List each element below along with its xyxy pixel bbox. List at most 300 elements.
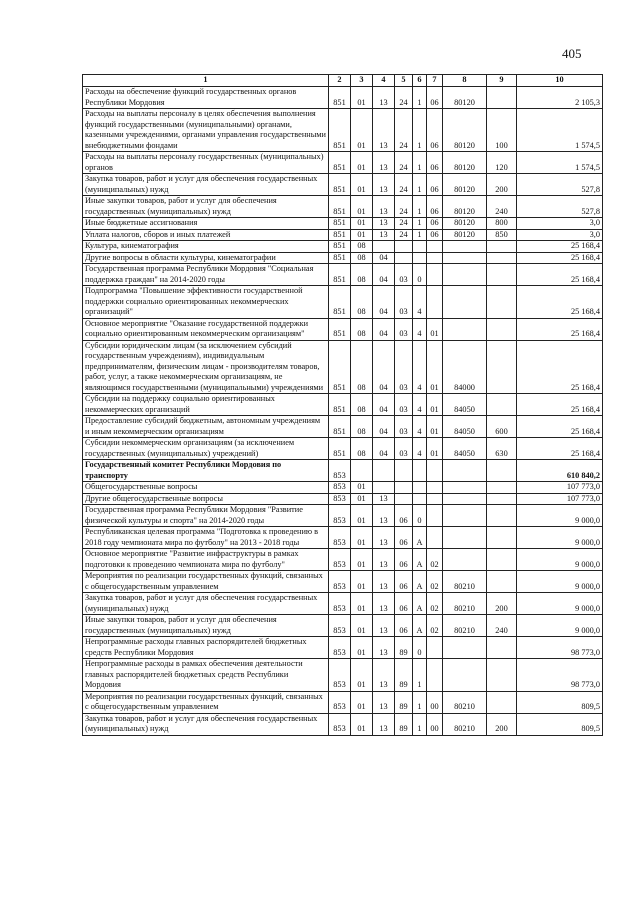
subprogram-code: А bbox=[413, 549, 427, 571]
expense-type-code: 800 bbox=[487, 218, 517, 230]
subsection-code: 13 bbox=[373, 713, 395, 735]
amount: 25 168,4 bbox=[517, 241, 603, 253]
section-code: 08 bbox=[351, 241, 373, 253]
direction-code bbox=[443, 493, 487, 505]
expense-type-code: 600 bbox=[487, 416, 517, 438]
section-code: 08 bbox=[351, 416, 373, 438]
ministry-code: 853 bbox=[329, 713, 351, 735]
program-code bbox=[395, 493, 413, 505]
ministry-code: 851 bbox=[329, 318, 351, 340]
section-code: 01 bbox=[351, 549, 373, 571]
row-description: Мероприятия по реализации государственных функций, связанных с общегосударственным управлением bbox=[83, 571, 329, 593]
subsection-code: 04 bbox=[373, 252, 395, 264]
direction-code: 80120 bbox=[443, 109, 487, 152]
amount: 107 773,0 bbox=[517, 482, 603, 494]
direction-code: 80120 bbox=[443, 196, 487, 218]
ministry-code: 851 bbox=[329, 109, 351, 152]
amount: 25 168,4 bbox=[517, 438, 603, 460]
row-description: Другие вопросы в области культуры, кинематографии bbox=[83, 252, 329, 264]
expense-type-code bbox=[487, 340, 517, 394]
row-description: Государственная программа Республики Мордовия "Развитие физической культуры и спорта" на 2014-2020 годы bbox=[83, 505, 329, 527]
subprogram-code bbox=[413, 241, 427, 253]
direction-code: 80120 bbox=[443, 174, 487, 196]
row-description: Иные закупки товаров, работ и услуг для обеспечения государственных (муниципальных) нужд bbox=[83, 196, 329, 218]
table-row bbox=[83, 493, 603, 505]
event-code: 01 bbox=[427, 394, 443, 416]
table-row bbox=[83, 571, 603, 593]
amount: 610 840,2 bbox=[517, 460, 603, 482]
ministry-code: 851 bbox=[329, 252, 351, 264]
event-code: 06 bbox=[427, 229, 443, 241]
expense-type-code bbox=[487, 549, 517, 571]
direction-code: 80210 bbox=[443, 593, 487, 615]
subsection-code: 13 bbox=[373, 571, 395, 593]
table-row bbox=[83, 615, 603, 637]
event-code bbox=[427, 460, 443, 482]
expense-type-code bbox=[487, 318, 517, 340]
expense-type-code: 240 bbox=[487, 615, 517, 637]
subsection-code bbox=[373, 460, 395, 482]
table-row bbox=[83, 659, 603, 692]
table-row bbox=[83, 505, 603, 527]
program-code: 06 bbox=[395, 549, 413, 571]
amount: 809,5 bbox=[517, 691, 603, 713]
ministry-code: 853 bbox=[329, 549, 351, 571]
subprogram-code: А bbox=[413, 527, 427, 549]
program-code: 89 bbox=[395, 713, 413, 735]
direction-code bbox=[443, 637, 487, 659]
subsection-code: 04 bbox=[373, 318, 395, 340]
direction-code bbox=[443, 460, 487, 482]
program-code: 03 bbox=[395, 394, 413, 416]
amount: 9 000,0 bbox=[517, 505, 603, 527]
event-code: 06 bbox=[427, 152, 443, 174]
direction-code: 84000 bbox=[443, 340, 487, 394]
row-description: Другие общегосударственные вопросы bbox=[83, 493, 329, 505]
program-code: 03 bbox=[395, 340, 413, 394]
subprogram-code: 4 bbox=[413, 416, 427, 438]
direction-code: 80210 bbox=[443, 571, 487, 593]
section-code: 01 bbox=[351, 229, 373, 241]
direction-code bbox=[443, 505, 487, 527]
ministry-code: 851 bbox=[329, 196, 351, 218]
subprogram-code bbox=[413, 252, 427, 264]
program-code: 89 bbox=[395, 691, 413, 713]
section-code: 01 bbox=[351, 527, 373, 549]
program-code bbox=[395, 460, 413, 482]
subprogram-code: 1 bbox=[413, 218, 427, 230]
expense-type-code bbox=[487, 252, 517, 264]
table-row bbox=[83, 252, 603, 264]
event-code bbox=[427, 286, 443, 319]
subprogram-code: 1 bbox=[413, 229, 427, 241]
ministry-code: 853 bbox=[329, 659, 351, 692]
expense-type-code bbox=[487, 637, 517, 659]
expense-type-code bbox=[487, 286, 517, 319]
program-code: 24 bbox=[395, 218, 413, 230]
subprogram-code bbox=[413, 460, 427, 482]
section-code: 01 bbox=[351, 505, 373, 527]
expense-type-code: 630 bbox=[487, 438, 517, 460]
amount: 3,0 bbox=[517, 218, 603, 230]
event-code bbox=[427, 264, 443, 286]
table-row bbox=[83, 318, 603, 340]
event-code bbox=[427, 241, 443, 253]
section-code: 01 bbox=[351, 493, 373, 505]
program-code: 24 bbox=[395, 174, 413, 196]
row-description: Закупка товаров, работ и услуг для обеспечения государственных (муниципальных) нужд bbox=[83, 593, 329, 615]
ministry-code: 851 bbox=[329, 218, 351, 230]
amount: 25 168,4 bbox=[517, 394, 603, 416]
expense-type-code: 240 bbox=[487, 196, 517, 218]
subsection-code: 04 bbox=[373, 340, 395, 394]
subprogram-code: 1 bbox=[413, 713, 427, 735]
ministry-code: 851 bbox=[329, 174, 351, 196]
subsection-code: 13 bbox=[373, 659, 395, 692]
ministry-code: 853 bbox=[329, 637, 351, 659]
event-code bbox=[427, 482, 443, 494]
amount: 25 168,4 bbox=[517, 416, 603, 438]
expense-type-code: 120 bbox=[487, 152, 517, 174]
ministry-code: 853 bbox=[329, 460, 351, 482]
column-header: 9 bbox=[487, 75, 517, 87]
direction-code: 80210 bbox=[443, 713, 487, 735]
table-row bbox=[83, 109, 603, 152]
subsection-code: 13 bbox=[373, 174, 395, 196]
row-description: Закупка товаров, работ и услуг для обеспечения государственных (муниципальных) нужд bbox=[83, 174, 329, 196]
ministry-code: 851 bbox=[329, 394, 351, 416]
row-description: Республиканская целевая программа "Подготовка к проведению в 2018 году чемпионата мира по футболу" на 2013 - 2018 годы bbox=[83, 527, 329, 549]
section-code: 01 bbox=[351, 152, 373, 174]
event-code bbox=[427, 637, 443, 659]
amount: 25 168,4 bbox=[517, 252, 603, 264]
subsection-code: 04 bbox=[373, 416, 395, 438]
row-description: Субсидии на поддержку социально ориентированных некоммерческих организаций bbox=[83, 394, 329, 416]
expense-type-code bbox=[487, 460, 517, 482]
section-code: 08 bbox=[351, 286, 373, 319]
subprogram-code: 1 bbox=[413, 659, 427, 692]
row-description: Иные бюджетные ассигнования bbox=[83, 218, 329, 230]
row-description: Расходы на выплаты персоналу государственных (муниципальных) органов bbox=[83, 152, 329, 174]
table-row bbox=[83, 152, 603, 174]
program-code bbox=[395, 241, 413, 253]
row-description: Предоставление субсидий бюджетным, автономным учреждениям и иным некоммерческим организациям bbox=[83, 416, 329, 438]
event-code: 02 bbox=[427, 593, 443, 615]
column-header: 2 bbox=[329, 75, 351, 87]
subprogram-code: 4 bbox=[413, 394, 427, 416]
subprogram-code: 4 bbox=[413, 340, 427, 394]
subprogram-code: 4 bbox=[413, 318, 427, 340]
amount: 1 574,5 bbox=[517, 152, 603, 174]
event-code: 00 bbox=[427, 691, 443, 713]
section-code: 08 bbox=[351, 340, 373, 394]
amount: 9 000,0 bbox=[517, 593, 603, 615]
amount: 25 168,4 bbox=[517, 318, 603, 340]
section-code: 01 bbox=[351, 637, 373, 659]
row-description: Расходы на выплаты персоналу в целях обеспечения выполнения функций государственными (муниципальными) органами, казенными учреждениями, органами управления государственными внебюджетными фондами bbox=[83, 109, 329, 152]
row-description: Закупка товаров, работ и услуг для обеспечения государственных (муниципальных) нужд bbox=[83, 713, 329, 735]
subprogram-code: 4 bbox=[413, 286, 427, 319]
budget-table bbox=[82, 74, 603, 736]
amount: 1 574,5 bbox=[517, 109, 603, 152]
ministry-code: 851 bbox=[329, 340, 351, 394]
program-code: 03 bbox=[395, 416, 413, 438]
amount: 25 168,4 bbox=[517, 340, 603, 394]
direction-code: 84050 bbox=[443, 394, 487, 416]
amount: 809,5 bbox=[517, 713, 603, 735]
column-header: 1 bbox=[83, 75, 329, 87]
event-code: 02 bbox=[427, 571, 443, 593]
program-code: 06 bbox=[395, 505, 413, 527]
column-header: 10 bbox=[517, 75, 603, 87]
ministry-code: 851 bbox=[329, 438, 351, 460]
row-description: Государственный комитет Республики Мордовия по транспорту bbox=[83, 460, 329, 482]
event-code bbox=[427, 527, 443, 549]
program-code: 06 bbox=[395, 593, 413, 615]
ministry-code: 853 bbox=[329, 493, 351, 505]
ministry-code: 851 bbox=[329, 416, 351, 438]
direction-code: 84050 bbox=[443, 416, 487, 438]
section-code: 01 bbox=[351, 174, 373, 196]
event-code bbox=[427, 493, 443, 505]
subsection-code bbox=[373, 482, 395, 494]
subsection-code: 13 bbox=[373, 196, 395, 218]
subsection-code: 13 bbox=[373, 527, 395, 549]
section-code: 01 bbox=[351, 615, 373, 637]
direction-code bbox=[443, 252, 487, 264]
section-code: 08 bbox=[351, 252, 373, 264]
program-code: 24 bbox=[395, 152, 413, 174]
ministry-code: 851 bbox=[329, 286, 351, 319]
subprogram-code: 1 bbox=[413, 174, 427, 196]
ministry-code: 853 bbox=[329, 482, 351, 494]
direction-code: 80120 bbox=[443, 218, 487, 230]
row-description: Основное мероприятие "Развитие инфраструктуры в рамках подготовки к проведению чемпионата мира по футболу" bbox=[83, 549, 329, 571]
column-header: 5 bbox=[395, 75, 413, 87]
event-code: 06 bbox=[427, 109, 443, 152]
row-description: Подпрограмма "Повышение эффективности государственной поддержки социально ориентированных некоммерческих организаций" bbox=[83, 286, 329, 319]
table-row bbox=[83, 286, 603, 319]
direction-code: 84050 bbox=[443, 438, 487, 460]
row-description: Мероприятия по реализации государственных функций, связанных с общегосударственным управлением bbox=[83, 691, 329, 713]
subsection-code: 13 bbox=[373, 549, 395, 571]
subprogram-code: 1 bbox=[413, 109, 427, 152]
amount: 98 773,0 bbox=[517, 659, 603, 692]
amount: 98 773,0 bbox=[517, 637, 603, 659]
program-code: 24 bbox=[395, 196, 413, 218]
subprogram-code: 1 bbox=[413, 152, 427, 174]
subprogram-code: А bbox=[413, 615, 427, 637]
ministry-code: 851 bbox=[329, 87, 351, 109]
table-row bbox=[83, 637, 603, 659]
expense-type-code bbox=[487, 87, 517, 109]
event-code bbox=[427, 252, 443, 264]
section-code: 01 bbox=[351, 218, 373, 230]
program-code: 24 bbox=[395, 229, 413, 241]
subprogram-code: 1 bbox=[413, 691, 427, 713]
direction-code: 80120 bbox=[443, 152, 487, 174]
row-description: Уплата налогов, сборов и иных платежей bbox=[83, 229, 329, 241]
amount: 25 168,4 bbox=[517, 286, 603, 319]
row-description: Непрограммные расходы в рамках обеспечения деятельности главных распорядителей бюджетных средств Республики Мордовия bbox=[83, 659, 329, 692]
program-code: 03 bbox=[395, 438, 413, 460]
expense-type-code: 200 bbox=[487, 593, 517, 615]
section-code: 01 bbox=[351, 713, 373, 735]
section-code: 01 bbox=[351, 593, 373, 615]
direction-code: 80120 bbox=[443, 229, 487, 241]
ministry-code: 853 bbox=[329, 593, 351, 615]
table-row bbox=[83, 691, 603, 713]
table-row bbox=[83, 229, 603, 241]
table-row bbox=[83, 549, 603, 571]
subsection-code: 04 bbox=[373, 264, 395, 286]
amount: 25 168,4 bbox=[517, 264, 603, 286]
row-description: Государственная программа Республики Мордовия "Социальная поддержка граждан" на 2014-2020 годы bbox=[83, 264, 329, 286]
amount: 9 000,0 bbox=[517, 571, 603, 593]
row-description: Непрограммные расходы главных распорядителей бюджетных средств Республики Мордовия bbox=[83, 637, 329, 659]
column-header: 3 bbox=[351, 75, 373, 87]
subsection-code: 04 bbox=[373, 438, 395, 460]
expense-type-code bbox=[487, 505, 517, 527]
event-code: 06 bbox=[427, 174, 443, 196]
direction-code bbox=[443, 264, 487, 286]
section-code: 01 bbox=[351, 482, 373, 494]
subprogram-code: 0 bbox=[413, 264, 427, 286]
table-row bbox=[83, 87, 603, 109]
ministry-code: 853 bbox=[329, 505, 351, 527]
ministry-code: 853 bbox=[329, 691, 351, 713]
event-code: 06 bbox=[427, 87, 443, 109]
subprogram-code: 0 bbox=[413, 505, 427, 527]
table-row bbox=[83, 264, 603, 286]
subprogram-code: 4 bbox=[413, 438, 427, 460]
direction-code: 80120 bbox=[443, 87, 487, 109]
program-code: 06 bbox=[395, 527, 413, 549]
direction-code bbox=[443, 482, 487, 494]
direction-code bbox=[443, 549, 487, 571]
subsection-code: 13 bbox=[373, 109, 395, 152]
amount: 107 773,0 bbox=[517, 493, 603, 505]
program-code bbox=[395, 482, 413, 494]
amount: 3,0 bbox=[517, 229, 603, 241]
event-code: 06 bbox=[427, 196, 443, 218]
ministry-code: 851 bbox=[329, 241, 351, 253]
amount: 9 000,0 bbox=[517, 527, 603, 549]
subsection-code: 13 bbox=[373, 593, 395, 615]
subsection-code: 13 bbox=[373, 87, 395, 109]
ministry-code: 851 bbox=[329, 264, 351, 286]
program-code: 24 bbox=[395, 87, 413, 109]
column-header: 7 bbox=[427, 75, 443, 87]
event-code: 02 bbox=[427, 549, 443, 571]
program-code bbox=[395, 252, 413, 264]
subsection-code bbox=[373, 241, 395, 253]
table-row bbox=[83, 218, 603, 230]
table-row bbox=[83, 593, 603, 615]
ministry-code: 853 bbox=[329, 571, 351, 593]
event-code: 06 bbox=[427, 218, 443, 230]
expense-type-code: 200 bbox=[487, 713, 517, 735]
table-row bbox=[83, 241, 603, 253]
direction-code: 80210 bbox=[443, 691, 487, 713]
table-row bbox=[83, 394, 603, 416]
direction-code: 80210 bbox=[443, 615, 487, 637]
expense-type-code bbox=[487, 394, 517, 416]
subprogram-code: А bbox=[413, 571, 427, 593]
direction-code bbox=[443, 241, 487, 253]
amount: 527,8 bbox=[517, 174, 603, 196]
event-code bbox=[427, 659, 443, 692]
row-description: Субсидии некоммерческим организациям (за исключением государственных (муниципальных) учреждений) bbox=[83, 438, 329, 460]
event-code: 00 bbox=[427, 713, 443, 735]
table-header-row bbox=[83, 75, 603, 87]
expense-type-code: 200 bbox=[487, 174, 517, 196]
subprogram-code: 1 bbox=[413, 196, 427, 218]
row-description: Иные закупки товаров, работ и услуг для обеспечения государственных (муниципальных) нужд bbox=[83, 615, 329, 637]
subsection-code: 04 bbox=[373, 394, 395, 416]
program-code: 24 bbox=[395, 109, 413, 152]
expense-type-code bbox=[487, 264, 517, 286]
amount: 2 105,3 bbox=[517, 87, 603, 109]
table-row bbox=[83, 713, 603, 735]
expense-type-code bbox=[487, 482, 517, 494]
subsection-code: 13 bbox=[373, 691, 395, 713]
subsection-code: 13 bbox=[373, 615, 395, 637]
subsection-code: 04 bbox=[373, 286, 395, 319]
program-code: 03 bbox=[395, 286, 413, 319]
table-row bbox=[83, 460, 603, 482]
event-code: 02 bbox=[427, 615, 443, 637]
expense-type-code: 100 bbox=[487, 109, 517, 152]
program-code: 03 bbox=[395, 264, 413, 286]
section-code: 01 bbox=[351, 571, 373, 593]
table-row bbox=[83, 438, 603, 460]
expense-type-code bbox=[487, 659, 517, 692]
subsection-code: 13 bbox=[373, 152, 395, 174]
expense-type-code bbox=[487, 241, 517, 253]
subsection-code: 13 bbox=[373, 218, 395, 230]
row-description: Расходы на обеспечение функций государственных органов Республики Мордовия bbox=[83, 87, 329, 109]
expense-type-code bbox=[487, 527, 517, 549]
subprogram-code: 1 bbox=[413, 87, 427, 109]
row-description: Общегосударственные вопросы bbox=[83, 482, 329, 494]
subprogram-code: А bbox=[413, 593, 427, 615]
program-code: 89 bbox=[395, 659, 413, 692]
table-row bbox=[83, 174, 603, 196]
subprogram-code bbox=[413, 493, 427, 505]
section-code: 08 bbox=[351, 264, 373, 286]
event-code: 01 bbox=[427, 340, 443, 394]
direction-code bbox=[443, 318, 487, 340]
event-code bbox=[427, 505, 443, 527]
section-code: 01 bbox=[351, 691, 373, 713]
ministry-code: 853 bbox=[329, 527, 351, 549]
section-code: 01 bbox=[351, 87, 373, 109]
subprogram-code bbox=[413, 482, 427, 494]
direction-code bbox=[443, 659, 487, 692]
row-description: Субсидии юридическим лицам (за исключением субсидий государственным учреждениям), индивидуальным предпринимателям, физическим лицам - производителям товаров, работ, услуг, а также некоммерческим организациям, не являющимся государственными (муниципальными) учреждениями bbox=[83, 340, 329, 394]
direction-code bbox=[443, 286, 487, 319]
section-code: 01 bbox=[351, 659, 373, 692]
table-row bbox=[83, 482, 603, 494]
expense-type-code: 850 bbox=[487, 229, 517, 241]
section-code bbox=[351, 460, 373, 482]
subsection-code: 13 bbox=[373, 493, 395, 505]
page-number: 405 bbox=[562, 46, 582, 61]
column-header: 6 bbox=[413, 75, 427, 87]
program-code: 03 bbox=[395, 318, 413, 340]
expense-type-code bbox=[487, 571, 517, 593]
